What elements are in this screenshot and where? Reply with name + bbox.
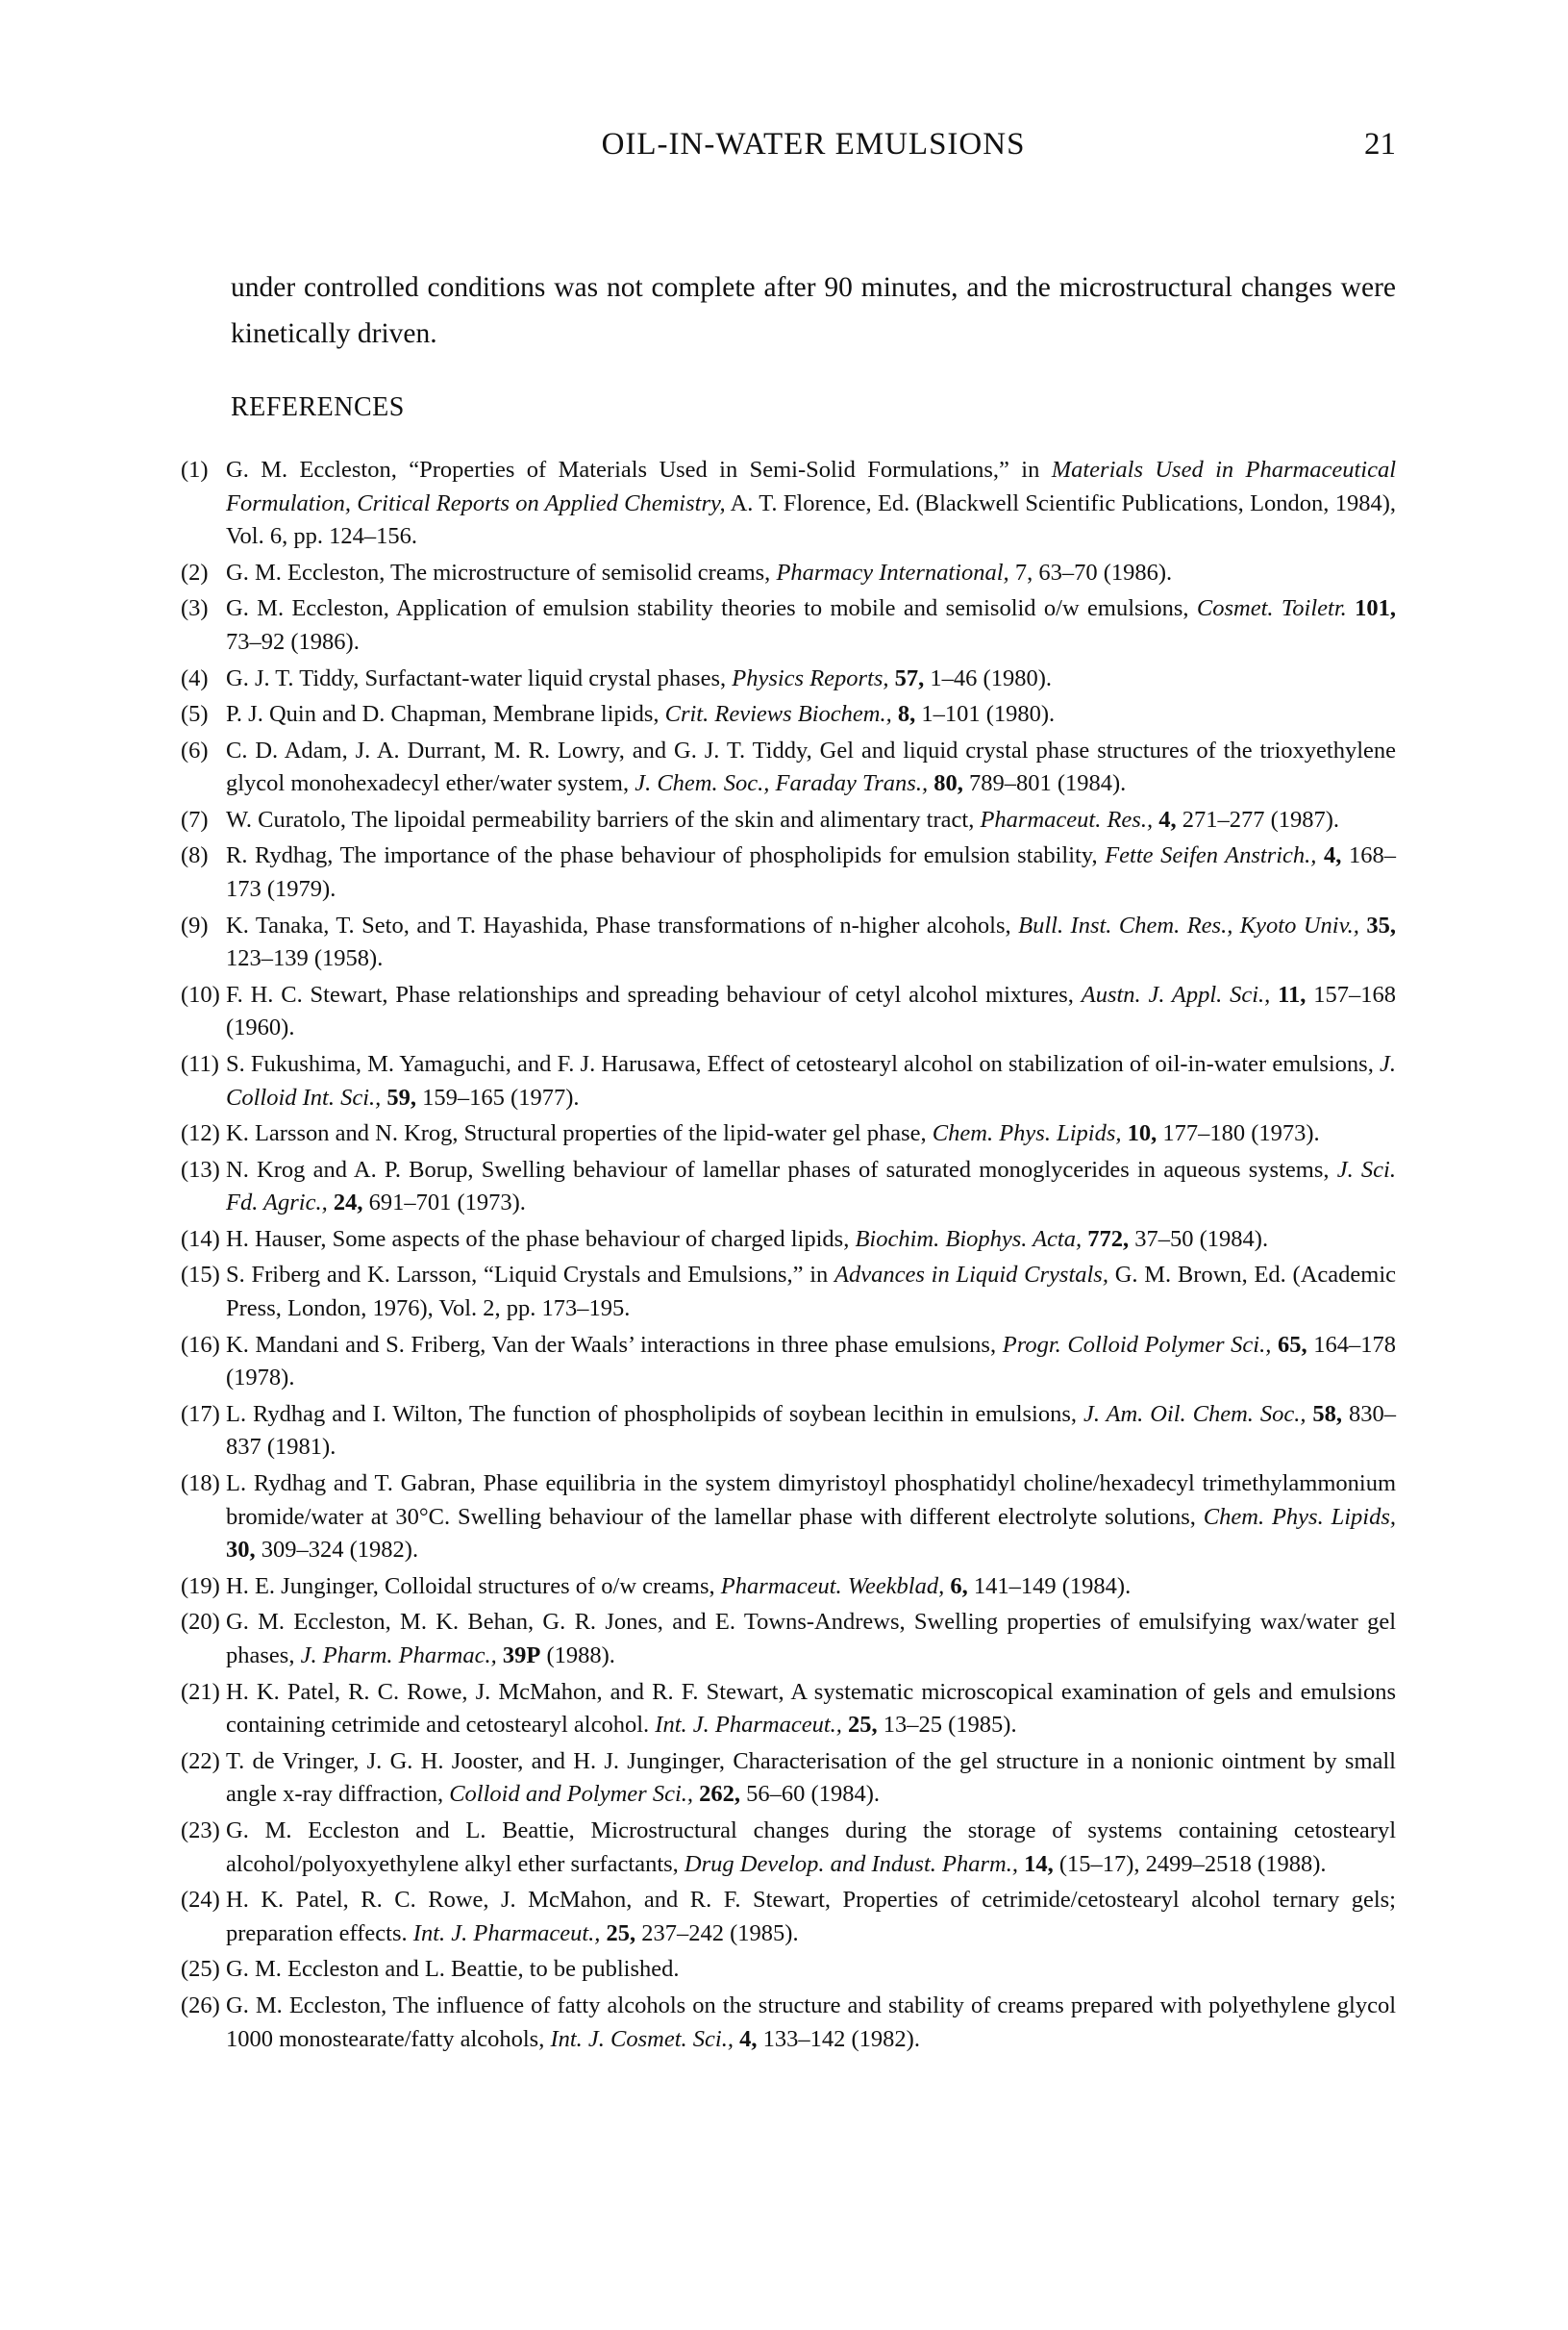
reference-source: Drug Develop. and Indust. Pharm., — [684, 1850, 1018, 1877]
reference-text — [226, 1223, 1396, 1257]
reference-number: (23) — [181, 1816, 220, 1843]
reference-source: Int. J. Cosmet. Sci., — [550, 2025, 734, 2052]
reference-segment — [1316, 842, 1324, 868]
reference-text — [226, 454, 1396, 554]
reference-number: (2) — [181, 559, 209, 586]
reference-segment: G. M. Eccleston and L. Beattie, to be published. — [226, 1956, 680, 1983]
reference-text — [226, 1815, 1396, 1881]
reference-item — [181, 663, 1396, 696]
reference-segment: G. M. Eccleston, The microstructure of semisolid creams, — [226, 559, 777, 586]
reference-source: Pharmaceut. Weekblad, — [720, 1572, 945, 1599]
reference-text — [226, 1990, 1396, 2056]
intro-paragraph: under controlled conditions was not complete after 90 minutes, and the microstructural changes were kinetically driven. — [231, 271, 1396, 349]
reference-segment: 1–101 (1980). — [915, 701, 1056, 728]
reference-number: (14) — [181, 1225, 220, 1252]
reference-number: (4) — [181, 664, 209, 691]
reference-text — [226, 1884, 1396, 1950]
reference-text — [226, 1606, 1396, 1672]
reference-item — [181, 1884, 1396, 1950]
reference-volume: 8, — [897, 701, 916, 728]
reference-segment: P. J. Quin and D. Chapman, Membrane lipids, — [226, 701, 665, 728]
reference-segment: G. J. T. Tiddy, Surfactant-water liquid crystal phases, — [226, 664, 733, 691]
reference-volume: 25, — [848, 1712, 878, 1739]
reference-volume: 10, — [1127, 1120, 1157, 1147]
reference-segment: K. Larsson and N. Krog, Structural properties of the lipid-water gel phase, — [226, 1120, 933, 1147]
reference-item — [181, 735, 1396, 801]
reference-number: (10) — [181, 981, 220, 1008]
reference-source: Advances in Liquid Crystals, — [834, 1262, 1108, 1289]
reference-text — [226, 1398, 1396, 1465]
reference-item — [181, 1745, 1396, 1812]
reference-segment: 830–837 (1981). — [226, 1400, 1396, 1461]
reference-text — [226, 804, 1396, 838]
reference-segment: 789–801 (1984). — [962, 770, 1127, 797]
reference-number: (24) — [181, 1887, 220, 1914]
reference-volume: 58, — [1312, 1400, 1343, 1427]
reference-segment: 73–92 (1986). — [226, 629, 360, 656]
reference-segment — [1270, 982, 1278, 1008]
reference-volume: 262, — [699, 1781, 741, 1808]
reference-segment: R. Rydhag, The importance of the phase behaviour of phospholipids for emulsion stability, — [226, 842, 1106, 869]
reference-text — [226, 1329, 1396, 1395]
reference-item — [181, 1398, 1396, 1465]
references-heading: REFERENCES — [231, 392, 405, 422]
reference-source: Pharmacy International, — [776, 559, 1009, 586]
reference-segment: H. Hauser, Some aspects of the phase behaviour of charged lipids, — [226, 1225, 856, 1252]
reference-source: Bull. Inst. Chem. Res., Kyoto Univ., — [1018, 912, 1359, 939]
reference-number: (19) — [181, 1572, 220, 1599]
reference-item — [181, 1259, 1396, 1325]
reference-item — [181, 804, 1396, 838]
reference-volume: 4, — [1158, 806, 1177, 833]
reference-number: (22) — [181, 1747, 220, 1774]
reference-segment: 133–142 (1982). — [757, 2025, 920, 2052]
reference-number: (8) — [181, 842, 209, 869]
reference-source: Crit. Reviews Biochem., — [664, 701, 892, 728]
reference-number: (16) — [181, 1331, 220, 1358]
reference-segment: G. M. Eccleston and L. Beattie, Microstructural changes during the storage of systems containing cetostearyl alcohol/polyoxyethylene alkyl ether surfactants, — [226, 1816, 1396, 1877]
reference-source: Progr. Colloid Polymer Sci., — [1002, 1331, 1272, 1358]
reference-item — [181, 979, 1396, 1045]
reference-text — [226, 1467, 1396, 1567]
reference-text — [226, 663, 1396, 696]
reference-segment: 37–50 (1984). — [1129, 1225, 1269, 1252]
reference-segment: 271–277 (1987). — [1176, 806, 1340, 833]
reference-text — [226, 735, 1396, 801]
reference-item — [181, 1815, 1396, 1881]
reference-volume: 39P — [502, 1642, 541, 1669]
reference-item — [181, 1329, 1396, 1395]
reference-segment: C. D. Adam, J. A. Durrant, M. R. Lowry, and G. J. T. Tiddy, Gel and liquid crystal phase structures of the trioxyethylene glycol monohexadecyl ether/water system, — [226, 737, 1396, 797]
reference-text — [226, 592, 1396, 659]
reference-number: (26) — [181, 1992, 220, 2018]
reference-number: (7) — [181, 806, 209, 833]
reference-volume: 14, — [1024, 1850, 1054, 1877]
reference-text — [226, 1048, 1396, 1115]
reference-source: Colloid and Polymer Sci., — [449, 1781, 694, 1808]
reference-item — [181, 1570, 1396, 1604]
reference-segment: G. M. Eccleston, M. K. Behan, G. R. Jones, and E. Towns-Andrews, Swelling properties of emulsifying wax/water gel phases, — [226, 1609, 1396, 1669]
reference-number: (1) — [181, 457, 209, 483]
reference-source: Materials Used in Pharmaceutical Formulation, Critical Reports on Applied Chemistry, — [226, 457, 1396, 516]
reference-source: Int. J. Pharmaceut., — [412, 1919, 601, 1946]
reference-segment: 56–60 (1984). — [740, 1781, 880, 1808]
reference-volume: 30, — [226, 1537, 256, 1564]
reference-segment: K. Mandani and S. Friberg, Van der Waals’ interactions in three phase emulsions, — [226, 1331, 1003, 1358]
reference-item — [181, 1467, 1396, 1567]
reference-source: J. Colloid Int. Sci., — [226, 1050, 1396, 1111]
reference-item — [181, 1953, 1396, 1987]
reference-text — [226, 1953, 1396, 1987]
reference-item — [181, 1048, 1396, 1115]
page-header — [231, 123, 1396, 171]
reference-source: Austn. J. Appl. Sci., — [1081, 981, 1271, 1008]
reference-volume: 101, — [1355, 595, 1397, 622]
reference-item — [181, 454, 1396, 554]
reference-source: Fette Seifen Anstrich., — [1105, 842, 1317, 869]
reference-segment: K. Tanaka, T. Seto, and T. Hayashida, Phase transformations of n-higher alcohols, — [226, 912, 1019, 939]
reference-segment: 691–701 (1973). — [362, 1190, 526, 1216]
reference-volume: 24, — [333, 1190, 363, 1216]
reference-item — [181, 1990, 1396, 2056]
reference-segment: F. H. C. Stewart, Phase relationships and spreading behaviour of cetyl alcohol mixtures, — [226, 981, 1082, 1008]
reference-text — [226, 1259, 1396, 1325]
reference-segment — [1347, 595, 1355, 621]
reference-source: Chem. Phys. Lipids, — [932, 1120, 1122, 1147]
reference-text — [226, 557, 1396, 590]
reference-source: J. Pharm. Pharmac., — [300, 1642, 497, 1669]
reference-text — [226, 1676, 1396, 1742]
reference-segment: G. M. Eccleston, “Properties of Materials Used in Semi-Solid Formulations,” in — [226, 457, 1052, 483]
reference-item — [181, 839, 1396, 906]
reference-item — [181, 1117, 1396, 1151]
reference-segment: N. Krog and A. P. Borup, Swelling behaviour of lamellar phases of saturated monoglycerides in aqueous systems, — [226, 1156, 1337, 1183]
reference-number: (6) — [181, 737, 209, 764]
reference-segment: H. K. Patel, R. C. Rowe, J. McMahon, and R. F. Stewart, A systematic microscopical examination of gels and emulsions containing cetrimide and cetostearyl alcohol. — [226, 1678, 1396, 1739]
reference-segment: L. Rydhag and I. Wilton, The function of phospholipids of soybean lecithin in emulsions, — [226, 1400, 1083, 1427]
reference-segment: 13–25 (1985). — [877, 1712, 1017, 1739]
reference-segment — [1271, 1332, 1278, 1358]
reference-volume: 25, — [606, 1919, 636, 1946]
reference-segment: 237–242 (1985). — [635, 1919, 799, 1946]
reference-volume: 35, — [1366, 912, 1396, 939]
reference-volume: 11, — [1278, 981, 1307, 1008]
reference-source: Chem. Phys. Lipids, — [1203, 1503, 1396, 1530]
reference-item — [181, 698, 1396, 732]
reference-segment: (1988). — [540, 1642, 615, 1669]
reference-text — [226, 1117, 1396, 1151]
reference-item — [181, 557, 1396, 590]
reference-volume: 80, — [933, 770, 963, 797]
reference-number: (18) — [181, 1469, 220, 1496]
reference-segment: 159–165 (1977). — [416, 1084, 580, 1111]
reference-list — [181, 454, 1396, 2059]
reference-segment: W. Curatolo, The lipoidal permeability barriers of the skin and alimentary tract, — [226, 806, 981, 833]
reference-volume: 6, — [950, 1572, 968, 1599]
reference-number: (5) — [181, 701, 209, 728]
reference-volume: 65, — [1278, 1331, 1307, 1358]
reference-number: (21) — [181, 1678, 220, 1705]
reference-text — [226, 698, 1396, 732]
reference-source: J. Am. Oil. Chem. Soc., — [1083, 1400, 1307, 1427]
reference-volume: 59, — [386, 1084, 417, 1111]
reference-number: (13) — [181, 1156, 220, 1183]
reference-text — [226, 1154, 1396, 1220]
reference-source: Cosmet. Toiletr. — [1196, 595, 1347, 622]
reference-text — [226, 839, 1396, 906]
reference-volume: 4, — [1324, 842, 1342, 869]
reference-number: (12) — [181, 1120, 220, 1147]
reference-text — [226, 1745, 1396, 1812]
reference-text — [226, 1570, 1396, 1604]
reference-number: (15) — [181, 1262, 220, 1289]
reference-segment: 123–139 (1958). — [226, 945, 384, 972]
reference-source: J. Chem. Soc., Faraday Trans., — [635, 770, 929, 797]
reference-source: Int. J. Pharmaceut., — [655, 1712, 842, 1739]
reference-segment: 164–178 (1978). — [226, 1331, 1397, 1391]
reference-segment: T. de Vringer, J. G. H. Jooster, and H. J. Junginger, Characterisation of the gel structure in a nonionic ointment by small angle x-ray diffraction, — [226, 1747, 1396, 1808]
reference-volume: 772, — [1087, 1225, 1130, 1252]
reference-item — [181, 1676, 1396, 1742]
reference-segment: S. Friberg and K. Larsson, “Liquid Crystals and Emulsions,” in — [226, 1262, 835, 1289]
reference-segment: G. M. Eccleston, Application of emulsion stability theories to mobile and semisolid o/w emulsions, — [226, 595, 1197, 622]
reference-item — [181, 592, 1396, 659]
reference-number: (3) — [181, 595, 209, 622]
reference-item — [181, 1223, 1396, 1257]
reference-item — [181, 910, 1396, 976]
reference-text — [226, 910, 1396, 976]
reference-source: Physics Reports, — [732, 664, 889, 691]
reference-number: (9) — [181, 912, 209, 939]
reference-source: Pharmaceut. Res., — [980, 806, 1154, 833]
reference-number: (11) — [181, 1050, 219, 1077]
reference-segment: S. Fukushima, M. Yamaguchi, and F. J. Harusawa, Effect of cetostearyl alcohol on stabilization of oil-in-water emulsions, — [226, 1050, 1380, 1077]
reference-segment: L. Rydhag and T. Gabran, Phase equilibria in the system dimyristoyl phosphatidyl choline/hexadecyl trimethylammonium bromide/water at 30°C. Swelling behaviour of the lamellar phase with different electrolyte solutions, — [226, 1469, 1396, 1530]
reference-segment: H. K. Patel, R. C. Rowe, J. McMahon, and R. F. Stewart, Properties of cetrimide/cetostearyl alcohol ternary gels; preparation effects. — [226, 1887, 1396, 1946]
reference-segment: (15–17), 2499–2518 (1988). — [1053, 1850, 1327, 1877]
reference-item — [181, 1606, 1396, 1672]
reference-segment: A. T. Florence, Ed. (Blackwell Scientific Publications, London, 1984), Vol. 6, pp. 124–156. — [226, 489, 1396, 550]
reference-segment: 157–168 (1960). — [226, 981, 1396, 1041]
reference-source: Biochim. Biophys. Acta, — [855, 1225, 1083, 1252]
reference-segment: 309–324 (1982). — [255, 1537, 419, 1564]
page-number: 21 — [1364, 127, 1396, 162]
reference-number: (17) — [181, 1400, 220, 1427]
reference-segment: 168–173 (1979). — [226, 842, 1396, 903]
reference-segment: G. M. Eccleston, The influence of fatty alcohols on the structure and stability of creams prepared with polyethylene glycol 1000 monostearate/fatty alcohols, — [226, 1992, 1396, 2052]
reference-segment: 141–149 (1984). — [967, 1572, 1132, 1599]
reference-segment: H. E. Junginger, Colloidal structures of o/w creams, — [226, 1572, 721, 1599]
reference-source: J. Sci. Fd. Agric., — [226, 1156, 1396, 1216]
reference-segment: 1–46 (1980). — [924, 664, 1052, 691]
reference-number: (20) — [181, 1609, 220, 1636]
reference-segment: 177–180 (1973). — [1157, 1120, 1320, 1147]
reference-segment: 7, 63–70 (1986). — [1008, 559, 1173, 586]
reference-number: (25) — [181, 1956, 220, 1983]
reference-text — [226, 979, 1396, 1045]
reference-segment: G. M. Brown, Ed. (Academic Press, London, 1976), Vol. 2, pp. 173–195. — [226, 1262, 1396, 1322]
reference-item — [181, 1154, 1396, 1220]
reference-volume: 4, — [739, 2025, 758, 2052]
running-title: OIL-IN-WATER EMULSIONS — [601, 127, 1026, 162]
reference-volume: 57, — [894, 664, 925, 691]
